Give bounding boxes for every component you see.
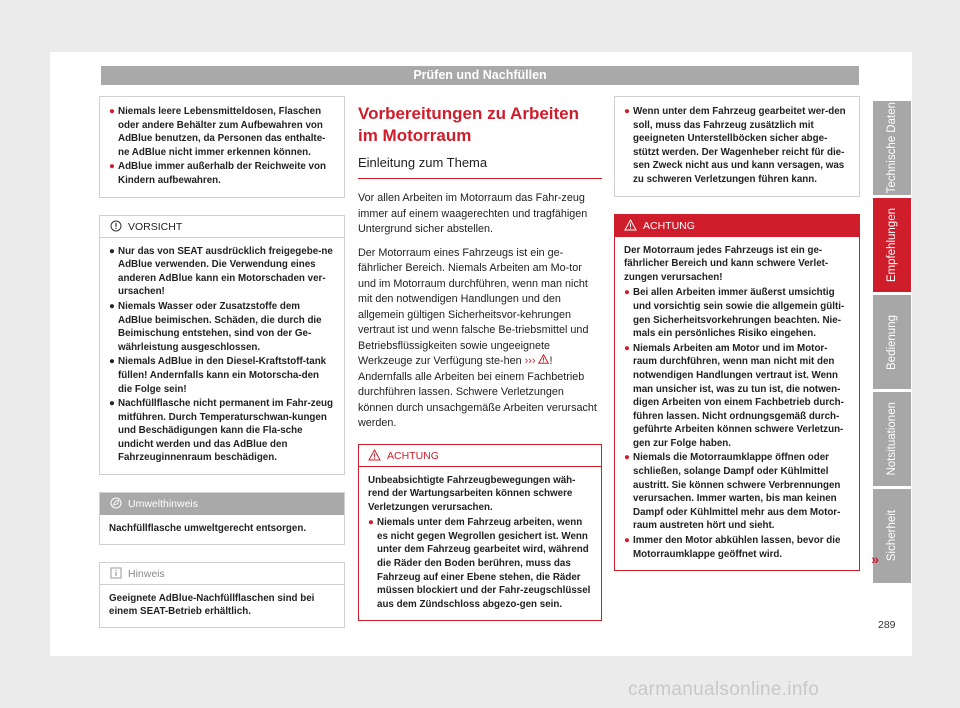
- bullet-icon: ●: [109, 356, 115, 368]
- list-item: [624, 534, 850, 561]
- bullet-icon: ●: [109, 300, 115, 312]
- list-item: [624, 105, 850, 187]
- umwelt-box: [99, 492, 345, 545]
- achtung-title: ACHTUNG: [643, 219, 695, 232]
- bullet-icon: ●: [624, 342, 630, 354]
- cross-reference-link[interactable]: ›››: [524, 355, 536, 367]
- item-text: Bei allen Arbeiten immer äußerst umsichtig und vorsichtig sein sowie die allgemein gülti-gen Sicherheitsvorkehrungen beachten. Nie-mals ein persönliches Risiko eingehen.: [633, 287, 845, 340]
- page-header: Prüfen und Nachfüllen: [101, 66, 859, 85]
- hinweis-title: Hinweis: [128, 567, 165, 580]
- tab-empfehlungen[interactable]: [873, 198, 911, 292]
- warning-triangle-icon: [624, 219, 637, 232]
- umwelt-body: Nachfüllflasche umweltgerecht entsorgen.: [109, 523, 307, 535]
- list-item: [368, 516, 592, 611]
- item-text: Niemals Wasser oder Zusatzstoffe dem AdBlue beimischen. Schäden, die durch die Beimischung entstehen, sind von der Ge-währleistung ausgeschlossen.: [118, 300, 322, 353]
- paragraph: [358, 246, 602, 432]
- bullet-icon: ●: [624, 535, 630, 547]
- list-item: [109, 300, 335, 354]
- list-item: [109, 160, 335, 187]
- achtung-box: [614, 214, 879, 572]
- warning-continuation-box: [99, 96, 345, 198]
- column-right: [614, 96, 879, 588]
- continue-icon: »: [871, 550, 879, 567]
- item-text: Niemals leere Lebensmitteldosen, Flaschen oder andere Behälter zum Aufbewahren von AdBlue benutzen, da Personen das enthalte-ne AdBlue nicht immer erkennen können.: [118, 106, 326, 158]
- tab-notsituationen[interactable]: [873, 392, 911, 486]
- vorsicht-title: VORSICHT: [128, 220, 183, 233]
- tab-label: Empfehlungen: [886, 207, 898, 283]
- tab-label: Technische Daten: [886, 102, 898, 194]
- bullet-icon: ●: [624, 106, 630, 117]
- tab-sicherheit[interactable]: [873, 489, 911, 583]
- hinweis-box: [99, 562, 345, 628]
- list-item: [624, 286, 850, 340]
- achtung-lead: Der Motorraum jedes Fahrzeugs ist ein ge-fährlicher Bereich und kann schwere Verlet-zungen verursachen!: [624, 244, 829, 283]
- watermark: carmanualsonline.info: [628, 679, 820, 700]
- page-number: 289: [878, 619, 896, 631]
- bullet-icon: ●: [624, 452, 630, 464]
- vorsicht-header: [100, 216, 344, 238]
- vorsicht-box: [99, 215, 345, 476]
- vorsicht-body: [100, 238, 344, 475]
- hinweis-body: Geeignete AdBlue-Nachfüllflaschen sind bei einem SEAT-Betrieb erhältlich.: [109, 592, 315, 618]
- bullet-icon: ●: [109, 245, 115, 257]
- warning-triangle-icon: [368, 449, 381, 462]
- section-subheading: Einleitung zum Thema: [358, 156, 602, 179]
- item-text: Niemals unter dem Fahrzeug arbeiten, wenn es nicht gegen Wegrollen gesichert ist. Wenn unter dem Fahrzeug gearbeitet wird, während die Räder den Boden berühren, muss das Fahrzeug auf einer Ebene stehen, die Räder müssen blockiert und der Fahr-zeugschlüssel aus dem Zündschloss abgezo-gen sein.: [377, 517, 591, 610]
- bullet-icon: ●: [624, 287, 630, 299]
- list-item: [109, 355, 335, 396]
- tab-technische-daten[interactable]: [873, 101, 911, 195]
- section-heading: Vorbereitungen zu Arbeiten im Motorraum: [358, 104, 580, 145]
- bullet-icon: ●: [368, 517, 374, 529]
- item-text: Immer den Motor abkühlen lassen, bevor die Motorraumklappe geöffnet wird.: [633, 535, 841, 560]
- umwelt-title: Umwelthinweis: [128, 498, 199, 511]
- info-icon: [109, 567, 122, 580]
- paragraph-text: Der Motorraum eines Fahrzeugs ist ein ge-fährlicher Bereich. Niemals Arbeiten am Mo-tor und im Motorraum durchführen, wenn man nicht mit den notwendigen Handlungen und den allgemein gültigen Sicherheitsvor-kehrungen vertraut ist und wenn falsche Be-triebsmittel und Betriebsflüssigkeiten sowie ungeeignete Werkzeuge zur Verfügung ste-hen: [358, 246, 589, 367]
- item-text: Nur das von SEAT ausdrücklich freigegebe-ne AdBlue verwenden. Die Verwendung eines anderen AdBlue kann ein Motorschaden ver-ursachen!: [118, 245, 333, 298]
- achtung-header: [359, 445, 601, 467]
- bullet-icon: ●: [109, 398, 115, 410]
- warning-triangle-icon: [538, 355, 549, 367]
- tab-label: Sicherheit: [886, 510, 898, 562]
- achtung-header: [615, 215, 859, 237]
- achtung-title: ACHTUNG: [387, 449, 439, 462]
- column-middle: [358, 96, 602, 638]
- bullet-icon: ●: [109, 161, 115, 173]
- item-text: Nachfüllflasche nicht permanent im Fahr-zeug mitführen. Durch Temperaturschwan-kungen und Beschädigungen kann die Fla-sche undicht werden und das AdBlue den Fahrzeuginnenraum beschädigen.: [118, 398, 334, 464]
- list-item: [109, 245, 335, 299]
- item-text: Wenn unter dem Fahrzeug gearbeitet wer-den soll, muss das Fahrzeug zusätzlich mit geeigneten Unterstellböcken sicher abge-stützt werden. Der Wagenheber reicht für die-sen Zweck nicht aus und kann versagen, was zu schweren Verletzungen führen kann.: [633, 106, 846, 185]
- list-item: [624, 342, 850, 451]
- column-left: [99, 96, 345, 645]
- list-item: [109, 397, 335, 465]
- bullet-icon: ●: [109, 106, 115, 117]
- list-item: [624, 451, 850, 533]
- list-item: [109, 105, 335, 159]
- achtung-box: [358, 444, 602, 622]
- tab-label: Bedienung: [886, 314, 898, 370]
- paragraph: Vor allen Arbeiten im Motorraum das Fahr-zeug immer auf einem waagerechten und tragfähigen Untergrund sicher abstellen.: [358, 192, 588, 235]
- item-text: Niemals AdBlue in den Diesel-Kraftstoff-tank füllen! Andernfalls kann ein Motorscha-den die Folge sein!: [118, 356, 327, 395]
- tab-bedienung[interactable]: [873, 295, 911, 389]
- paragraph-text: ! Andernfalls alle Arbeiten bei einem Fachbetrieb durchführen lassen. Schwere Verletzungen können durch unsachgemäße Arbeiten verursacht werden.: [358, 355, 597, 429]
- umwelt-header: [100, 493, 344, 515]
- tab-label: Notsituationen: [886, 402, 898, 476]
- item-text: Niemals die Motorraumklappe öffnen oder schließen, solange Dampf oder Kühlmittel austritt. Sie können schwere Verbrennungen verursachen. Immer warten, bis man keinen Dampf oder Kühlmittel mehr aus dem Motor-raum austreten hört und sieht.: [633, 452, 841, 532]
- exclamation-circle-icon: [109, 220, 122, 233]
- item-text: AdBlue immer außerhalb der Reichweite von Kindern aufbewahren.: [118, 161, 326, 186]
- achtung-body: [615, 237, 859, 571]
- hinweis-header: [100, 563, 344, 585]
- achtung-lead: Unbeabsichtigte Fahrzeugbewegungen wäh-rend der Wartungsarbeiten können schwere Verletzungen verursachen.: [368, 474, 576, 513]
- environment-icon: [109, 497, 122, 510]
- achtung-body: [359, 467, 601, 621]
- item-text: Niemals Arbeiten am Motor und im Motor-raum durchführen, wenn man nicht mit den notwendigen Handlungen vertraut ist. Wenn man unsicher ist, was zu tun ist, die notwen-digen Arbeiten von einem Fachbetrieb durch-führen lassen. Nicht ordnungsgemäß durch-geführte Arbeiten können schwere Verletzun-gen zur Folge haben.: [633, 342, 844, 449]
- warning-continuation-box: [614, 96, 860, 197]
